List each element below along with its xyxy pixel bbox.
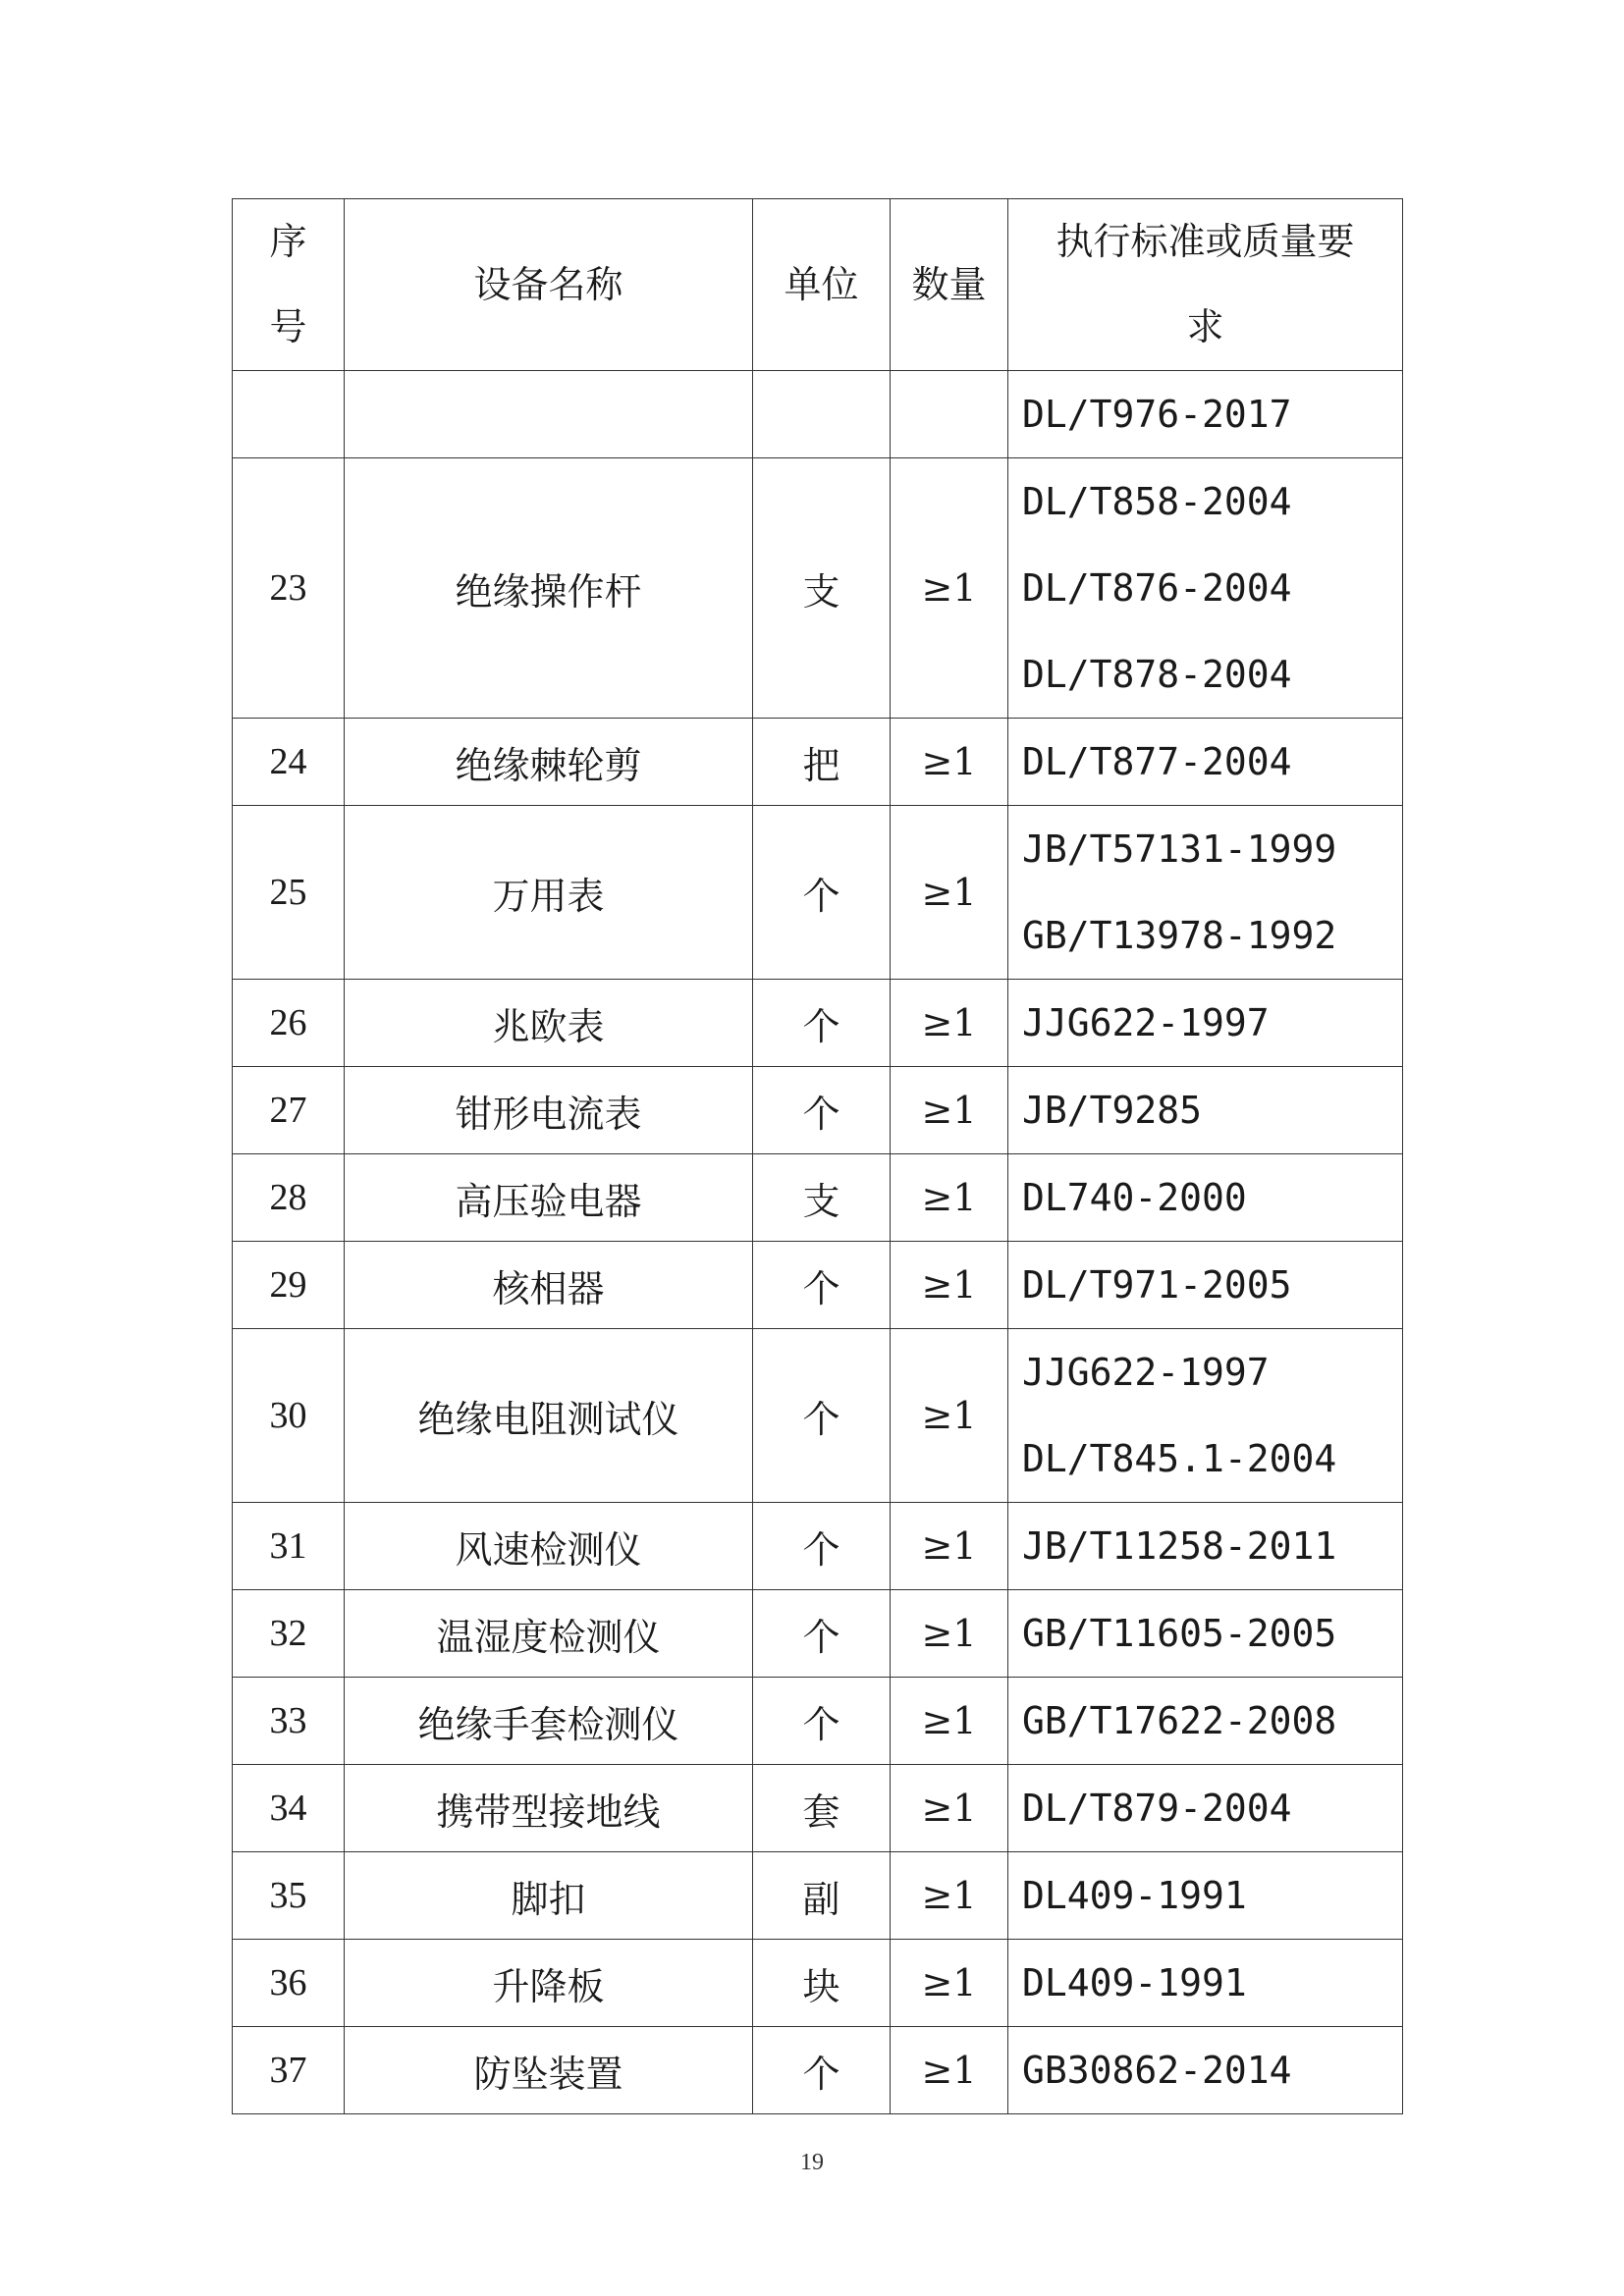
standard-code: DL409-1991 [1022, 1961, 1247, 2004]
standard-code: GB/T13978-1992 [1022, 914, 1337, 957]
header-name: 设备名称 [345, 199, 753, 371]
cell-qty: ≥1 [891, 1852, 1008, 1940]
cell-qty: ≥1 [891, 1765, 1008, 1852]
header-qty: 数量 [891, 199, 1008, 371]
header-std [1008, 199, 1403, 371]
cell-std [1008, 2027, 1403, 2114]
cell-no: 25 [233, 806, 345, 980]
cell-name: 绝缘操作杆 [345, 458, 753, 719]
cell-std [1008, 1940, 1403, 2027]
standard-code: DL409-1991 [1022, 1874, 1247, 1917]
cell-no: 28 [233, 1154, 345, 1242]
table-header-row [233, 199, 1403, 371]
cell-std [1008, 806, 1403, 980]
cell-name: 温湿度检测仪 [345, 1590, 753, 1678]
cell-qty: ≥1 [891, 2027, 1008, 2114]
cell-unit: 个 [753, 1503, 891, 1590]
cell-no: 30 [233, 1329, 345, 1503]
standard-code: DL/T876-2004 [1022, 566, 1292, 610]
page-number: 19 [800, 2150, 824, 2175]
standard-code: JJG622-1997 [1022, 1351, 1270, 1394]
header-no [233, 199, 345, 371]
cell-no: 23 [233, 458, 345, 719]
standard-code: DL/T971-2005 [1022, 1263, 1292, 1307]
standard-code: GB/T11605-2005 [1022, 1612, 1337, 1655]
cell-name: 钳形电流表 [345, 1067, 753, 1154]
cell-name: 绝缘电阻测试仪 [345, 1329, 753, 1503]
cell-qty: ≥1 [891, 1154, 1008, 1242]
cell-std [1008, 1852, 1403, 1940]
cell-no: 24 [233, 719, 345, 806]
cell-std [1008, 371, 1403, 458]
cell-qty: ≥1 [891, 980, 1008, 1067]
standard-code: GB30862-2014 [1022, 2049, 1292, 2092]
cell-name: 风速检测仪 [345, 1503, 753, 1590]
table-row [233, 2027, 1403, 2114]
cell-no: 37 [233, 2027, 345, 2114]
cell-name: 携带型接地线 [345, 1765, 753, 1852]
cell-unit: 个 [753, 1590, 891, 1678]
header-std-line1: 执行标准或质量要 [1056, 220, 1355, 263]
cell-qty: ≥1 [891, 719, 1008, 806]
header-no-line2: 号 [269, 305, 307, 348]
table-row [233, 1154, 1403, 1242]
cell-unit: 块 [753, 1940, 891, 2027]
table-row [233, 1503, 1403, 1590]
cell-name [345, 371, 753, 458]
cell-std [1008, 1329, 1403, 1503]
cell-no: 29 [233, 1242, 345, 1329]
table-row [233, 980, 1403, 1067]
header-unit: 单位 [753, 199, 891, 371]
cell-std [1008, 1678, 1403, 1765]
cell-name: 绝缘手套检测仪 [345, 1678, 753, 1765]
standard-code: DL/T877-2004 [1022, 740, 1292, 783]
cell-unit: 个 [753, 1329, 891, 1503]
header-std-line2: 求 [1186, 305, 1224, 348]
table-row [233, 1067, 1403, 1154]
cell-no: 36 [233, 1940, 345, 2027]
cell-unit: 支 [753, 1154, 891, 1242]
table-row [233, 1678, 1403, 1765]
cell-name: 高压验电器 [345, 1154, 753, 1242]
cell-std [1008, 1503, 1403, 1590]
cell-no: 26 [233, 980, 345, 1067]
cell-qty: ≥1 [891, 806, 1008, 980]
cell-unit: 套 [753, 1765, 891, 1852]
cell-no: 33 [233, 1678, 345, 1765]
cell-unit: 支 [753, 458, 891, 719]
cell-name: 脚扣 [345, 1852, 753, 1940]
cell-name: 万用表 [345, 806, 753, 980]
header-no-line1: 序 [269, 220, 307, 263]
cell-unit: 把 [753, 719, 891, 806]
cell-unit: 副 [753, 1852, 891, 1940]
cell-unit: 个 [753, 980, 891, 1067]
cell-name: 核相器 [345, 1242, 753, 1329]
cell-unit: 个 [753, 1242, 891, 1329]
standard-code: DL/T976-2017 [1022, 393, 1292, 436]
cell-unit: 个 [753, 1067, 891, 1154]
cell-qty: ≥1 [891, 1940, 1008, 2027]
cell-unit: 个 [753, 1678, 891, 1765]
cell-std [1008, 719, 1403, 806]
cell-no: 32 [233, 1590, 345, 1678]
standard-code: JB/T57131-1999 [1022, 828, 1337, 871]
cell-unit: 个 [753, 806, 891, 980]
cell-std [1008, 980, 1403, 1067]
cell-std [1008, 458, 1403, 719]
cell-std [1008, 1067, 1403, 1154]
table-row [233, 1940, 1403, 2027]
table-row [233, 458, 1403, 719]
table-row [233, 1765, 1403, 1852]
cell-unit [753, 371, 891, 458]
cell-std [1008, 1590, 1403, 1678]
cell-name: 绝缘棘轮剪 [345, 719, 753, 806]
cell-no: 34 [233, 1765, 345, 1852]
cell-name: 防坠装置 [345, 2027, 753, 2114]
cell-no: 27 [233, 1067, 345, 1154]
standard-code: JJG622-1997 [1022, 1001, 1270, 1044]
cell-std [1008, 1154, 1403, 1242]
table-row [233, 1329, 1403, 1503]
table-row [233, 1242, 1403, 1329]
cell-qty: ≥1 [891, 1329, 1008, 1503]
table-row [233, 1590, 1403, 1678]
standard-code: DL/T858-2004 [1022, 480, 1292, 523]
cell-std [1008, 1242, 1403, 1329]
cell-name: 兆欧表 [345, 980, 753, 1067]
cell-qty [891, 371, 1008, 458]
cell-qty: ≥1 [891, 1503, 1008, 1590]
standard-code: JB/T9285 [1022, 1089, 1203, 1132]
standard-code: DL/T879-2004 [1022, 1787, 1292, 1830]
cell-no [233, 371, 345, 458]
cell-unit: 个 [753, 2027, 891, 2114]
table-row [233, 806, 1403, 980]
cell-qty: ≥1 [891, 1678, 1008, 1765]
cell-no: 35 [233, 1852, 345, 1940]
cell-name: 升降板 [345, 1940, 753, 2027]
standard-code: GB/T17622-2008 [1022, 1699, 1337, 1742]
table-row [233, 371, 1403, 458]
standard-code: DL/T878-2004 [1022, 653, 1292, 696]
standard-code: DL/T845.1-2004 [1022, 1437, 1337, 1480]
equipment-table [232, 198, 1403, 2114]
table-row [233, 1852, 1403, 1940]
table-body [233, 371, 1403, 2114]
cell-qty: ≥1 [891, 1067, 1008, 1154]
table-row [233, 719, 1403, 806]
cell-no: 31 [233, 1503, 345, 1590]
cell-qty: ≥1 [891, 1590, 1008, 1678]
cell-qty: ≥1 [891, 458, 1008, 719]
standard-code: JB/T11258-2011 [1022, 1524, 1337, 1568]
cell-std [1008, 1765, 1403, 1852]
standard-code: DL740-2000 [1022, 1176, 1247, 1219]
cell-qty: ≥1 [891, 1242, 1008, 1329]
